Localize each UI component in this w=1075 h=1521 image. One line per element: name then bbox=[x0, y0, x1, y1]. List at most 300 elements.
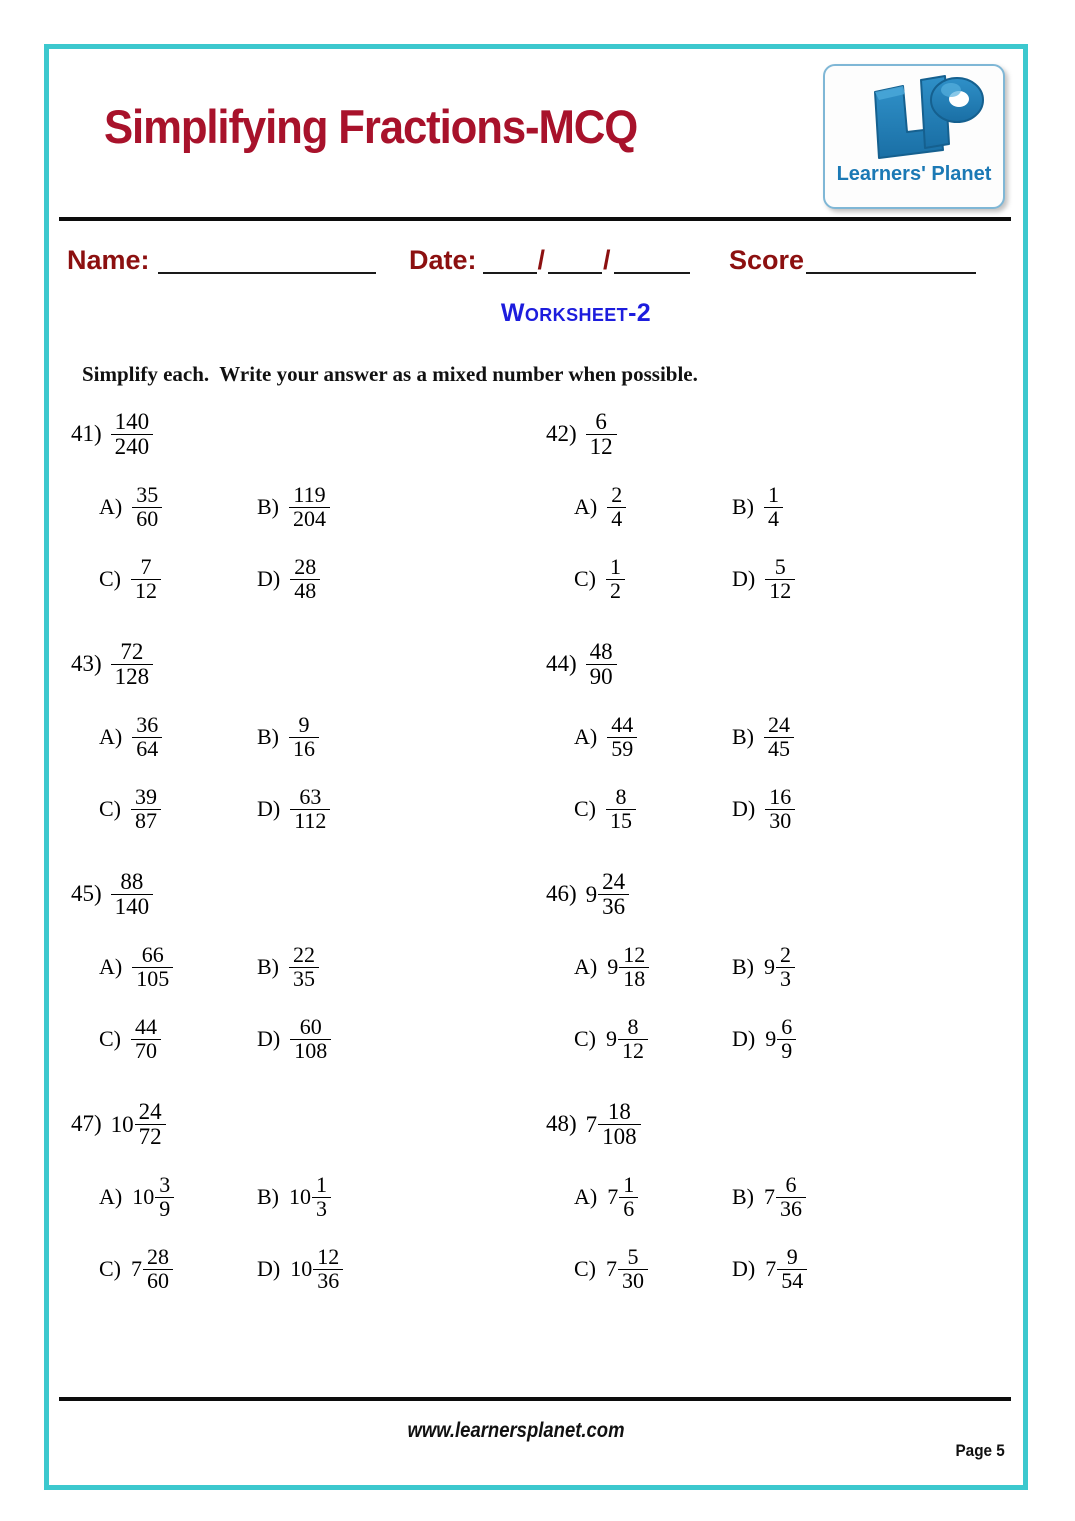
option-label: A) bbox=[574, 494, 598, 520]
option-list bbox=[564, 1174, 964, 1318]
option-label: D) bbox=[257, 1256, 281, 1282]
numerator: 140 bbox=[114, 409, 150, 434]
fraction-part bbox=[765, 786, 795, 833]
question-stem bbox=[546, 410, 617, 459]
fraction-part bbox=[607, 714, 637, 761]
option-label: C) bbox=[99, 1256, 121, 1282]
answer-option[interactable] bbox=[99, 944, 173, 991]
whole-part: 10 bbox=[289, 1184, 311, 1210]
lp-logo-icon bbox=[825, 70, 1003, 165]
question-stem bbox=[546, 1100, 641, 1149]
fraction-part bbox=[131, 1016, 161, 1063]
option-row bbox=[564, 714, 964, 786]
answer-option[interactable] bbox=[257, 1246, 343, 1293]
question-item bbox=[546, 404, 966, 632]
option-label: D) bbox=[732, 566, 756, 592]
denominator: 59 bbox=[607, 737, 637, 760]
fraction-part bbox=[606, 556, 625, 603]
brand-name: Learners' Planet bbox=[836, 163, 992, 185]
answer-option[interactable] bbox=[732, 484, 783, 531]
mixed-number bbox=[586, 1100, 641, 1149]
question-number: 43) bbox=[71, 651, 102, 677]
score-input-rule[interactable] bbox=[806, 252, 976, 274]
question-stem bbox=[546, 640, 617, 689]
fraction bbox=[289, 714, 319, 761]
fraction bbox=[765, 556, 795, 603]
option-label: C) bbox=[99, 796, 121, 822]
numerator: 12 bbox=[623, 942, 646, 967]
denominator: 90 bbox=[586, 664, 617, 688]
fraction bbox=[606, 786, 636, 833]
question-number: 42) bbox=[546, 421, 577, 447]
question-row bbox=[49, 634, 1023, 864]
question-stem bbox=[71, 1100, 166, 1149]
option-row bbox=[89, 944, 489, 1016]
answer-option[interactable] bbox=[99, 1246, 173, 1293]
answer-option[interactable] bbox=[732, 786, 795, 833]
fraction-part bbox=[619, 944, 649, 991]
option-row bbox=[89, 1016, 489, 1088]
date-year-rule[interactable] bbox=[614, 252, 690, 274]
denominator: 3 bbox=[776, 967, 795, 990]
mixed-number bbox=[131, 1246, 173, 1293]
fraction bbox=[111, 410, 154, 459]
question-item bbox=[546, 1094, 966, 1322]
denominator: 240 bbox=[111, 434, 154, 458]
fraction-part bbox=[290, 1016, 331, 1063]
fraction-part bbox=[143, 1246, 173, 1293]
fraction-part bbox=[776, 944, 795, 991]
numerator: 24 bbox=[138, 1099, 162, 1124]
option-label: D) bbox=[732, 1256, 756, 1282]
option-label: C) bbox=[574, 1256, 596, 1282]
numerator: 12 bbox=[317, 1244, 340, 1269]
denominator: 18 bbox=[619, 967, 649, 990]
fraction-part bbox=[111, 410, 154, 459]
whole-part: 7 bbox=[585, 1111, 598, 1137]
numerator: 18 bbox=[607, 1099, 631, 1124]
whole-part: 9 bbox=[607, 954, 619, 980]
option-label: B) bbox=[732, 954, 754, 980]
answer-option[interactable] bbox=[732, 1246, 807, 1293]
fraction-part bbox=[312, 1174, 331, 1221]
fraction-part bbox=[619, 1174, 638, 1221]
fraction-part bbox=[607, 484, 626, 531]
fraction-part bbox=[155, 1174, 174, 1221]
question-item bbox=[71, 404, 491, 632]
denominator: 128 bbox=[111, 664, 154, 688]
numerator: 3 bbox=[159, 1172, 171, 1197]
denominator: 108 bbox=[598, 1124, 641, 1148]
fraction-part bbox=[764, 714, 794, 761]
numerator: 48 bbox=[589, 639, 613, 664]
fraction bbox=[131, 1016, 161, 1063]
numerator: 9 bbox=[786, 1244, 798, 1269]
option-label: D) bbox=[257, 1026, 281, 1052]
answer-option[interactable] bbox=[99, 1016, 161, 1063]
denominator: 35 bbox=[289, 967, 319, 990]
option-label: A) bbox=[99, 494, 123, 520]
numerator: 9 bbox=[298, 712, 310, 737]
option-label: D) bbox=[257, 566, 281, 592]
question-number: 45) bbox=[71, 881, 102, 907]
fraction-part bbox=[764, 484, 783, 531]
numerator: 8 bbox=[615, 784, 627, 809]
question-row bbox=[49, 864, 1023, 1094]
mixed-number bbox=[764, 944, 795, 991]
numerator: 63 bbox=[299, 784, 322, 809]
answer-option[interactable] bbox=[574, 786, 636, 833]
date-field-group[interactable] bbox=[409, 245, 690, 276]
question-number: 48) bbox=[546, 1111, 577, 1137]
numerator: 36 bbox=[136, 712, 159, 737]
mixed-number bbox=[765, 1016, 796, 1063]
denominator: 3 bbox=[312, 1197, 331, 1220]
option-list bbox=[564, 484, 964, 628]
answer-option[interactable] bbox=[99, 786, 161, 833]
option-row bbox=[564, 944, 964, 1016]
numerator: 39 bbox=[135, 784, 157, 809]
answer-option[interactable] bbox=[732, 714, 794, 761]
denominator: 64 bbox=[132, 737, 162, 760]
answer-option[interactable] bbox=[257, 786, 330, 833]
fraction-part bbox=[618, 1246, 648, 1293]
denominator: 36 bbox=[313, 1269, 343, 1292]
option-row bbox=[564, 556, 964, 628]
whole-part: 9 bbox=[765, 1026, 777, 1052]
answer-option[interactable] bbox=[257, 484, 330, 531]
option-row bbox=[564, 1016, 964, 1088]
score-label: Score bbox=[729, 245, 805, 275]
numerator: 44 bbox=[611, 712, 634, 737]
question-item bbox=[71, 1094, 491, 1322]
fraction-part bbox=[598, 870, 629, 919]
answer-option[interactable] bbox=[732, 1016, 796, 1063]
answer-option[interactable] bbox=[257, 556, 320, 603]
denominator: 15 bbox=[606, 809, 636, 832]
question-item bbox=[71, 634, 491, 862]
numerator: 119 bbox=[293, 482, 326, 507]
numerator: 5 bbox=[774, 554, 786, 579]
mixed-number bbox=[607, 1174, 638, 1221]
student-info-line bbox=[49, 245, 1023, 295]
denominator: 4 bbox=[607, 507, 626, 530]
fraction-part bbox=[586, 410, 617, 459]
answer-option[interactable] bbox=[574, 714, 637, 761]
question-stem bbox=[546, 870, 629, 919]
fraction-part bbox=[131, 556, 161, 603]
date-month-rule[interactable] bbox=[548, 252, 602, 274]
mixed-number bbox=[764, 1174, 806, 1221]
question-item bbox=[546, 864, 966, 1092]
denominator: 60 bbox=[132, 507, 162, 530]
numerator: 28 bbox=[294, 554, 317, 579]
option-row bbox=[89, 1174, 489, 1246]
mixed-number bbox=[607, 944, 649, 991]
answer-option[interactable] bbox=[99, 484, 162, 531]
mixed-number bbox=[111, 1100, 166, 1149]
denominator: 45 bbox=[764, 737, 794, 760]
numerator: 16 bbox=[769, 784, 792, 809]
mixed-number bbox=[290, 1246, 343, 1293]
fraction-part bbox=[132, 484, 162, 531]
fraction bbox=[132, 944, 173, 991]
fraction-part bbox=[777, 1016, 796, 1063]
name-field-group[interactable] bbox=[67, 245, 376, 276]
mixed-number bbox=[289, 1174, 331, 1221]
option-row bbox=[89, 786, 489, 858]
fraction bbox=[289, 484, 330, 531]
denominator: 2 bbox=[606, 579, 625, 602]
numerator: 6 bbox=[595, 409, 607, 434]
numerator: 6 bbox=[785, 1172, 797, 1197]
option-label: A) bbox=[574, 1184, 598, 1210]
whole-part: 7 bbox=[765, 1256, 777, 1282]
whole-part: 7 bbox=[764, 1184, 775, 1210]
fraction-part bbox=[111, 640, 154, 689]
fraction bbox=[132, 484, 162, 531]
question-stem bbox=[71, 410, 153, 459]
option-row bbox=[89, 556, 489, 628]
denominator: 9 bbox=[777, 1039, 796, 1062]
answer-option[interactable] bbox=[257, 1174, 331, 1221]
question-row bbox=[49, 1094, 1023, 1324]
denominator: 72 bbox=[135, 1124, 166, 1148]
option-label: A) bbox=[99, 1184, 123, 1210]
name-input-rule[interactable] bbox=[158, 252, 376, 274]
option-label: B) bbox=[257, 954, 279, 980]
answer-option[interactable] bbox=[99, 714, 162, 761]
fraction bbox=[607, 484, 626, 531]
header-divider bbox=[59, 217, 1011, 221]
mixed-number bbox=[606, 1016, 648, 1063]
option-label: D) bbox=[257, 796, 281, 822]
numerator: 44 bbox=[135, 1014, 157, 1039]
fraction bbox=[607, 714, 637, 761]
fraction-part bbox=[586, 640, 617, 689]
denominator: 16 bbox=[289, 737, 319, 760]
fraction bbox=[132, 714, 162, 761]
denominator: 12 bbox=[131, 579, 161, 602]
numerator: 28 bbox=[147, 1244, 169, 1269]
fraction-part bbox=[777, 1246, 807, 1293]
whole-part: 10 bbox=[110, 1111, 134, 1137]
fraction bbox=[586, 640, 617, 689]
option-label: B) bbox=[732, 494, 754, 520]
option-row bbox=[564, 1174, 964, 1246]
numerator: 2 bbox=[611, 482, 623, 507]
whole-part: 7 bbox=[607, 1184, 619, 1210]
question-grid bbox=[49, 404, 1023, 1324]
question-stem bbox=[71, 640, 153, 689]
answer-option[interactable] bbox=[732, 1174, 806, 1221]
option-label: A) bbox=[99, 724, 123, 750]
numerator: 22 bbox=[293, 942, 315, 967]
option-label: B) bbox=[257, 724, 279, 750]
fraction-part bbox=[776, 1174, 806, 1221]
mixed-number bbox=[606, 1246, 648, 1293]
fraction bbox=[764, 714, 794, 761]
fraction bbox=[131, 786, 161, 833]
page-number: Page 5 bbox=[955, 1441, 1005, 1460]
fraction-part bbox=[131, 786, 161, 833]
option-list bbox=[564, 944, 964, 1088]
denominator: 4 bbox=[764, 507, 783, 530]
answer-option[interactable] bbox=[257, 944, 319, 991]
option-row bbox=[564, 786, 964, 858]
option-list bbox=[564, 714, 964, 858]
option-label: B) bbox=[257, 1184, 279, 1210]
denominator: 12 bbox=[618, 1039, 648, 1062]
fraction bbox=[290, 786, 330, 833]
option-label: D) bbox=[732, 796, 756, 822]
fraction-part bbox=[135, 1100, 166, 1149]
fraction bbox=[290, 556, 320, 603]
option-label: C) bbox=[99, 1026, 121, 1052]
fraction-part bbox=[290, 556, 320, 603]
option-label: A) bbox=[574, 954, 598, 980]
fraction-part bbox=[132, 944, 173, 991]
option-label: C) bbox=[574, 1026, 596, 1052]
fraction bbox=[586, 410, 617, 459]
answer-option[interactable] bbox=[257, 1016, 331, 1063]
answer-option[interactable] bbox=[574, 484, 626, 531]
option-row bbox=[89, 1246, 489, 1318]
page-title: Simplifying Fractions-MCQ bbox=[104, 100, 638, 153]
question-number: 47) bbox=[71, 1111, 102, 1137]
numerator: 88 bbox=[120, 869, 144, 894]
brand-logo bbox=[823, 64, 1005, 209]
option-list bbox=[89, 1174, 489, 1318]
fraction bbox=[764, 484, 783, 531]
numerator: 35 bbox=[136, 482, 159, 507]
whole-part: 9 bbox=[585, 881, 598, 907]
score-field-group[interactable] bbox=[729, 245, 976, 276]
question-number: 46) bbox=[546, 881, 577, 907]
numerator: 24 bbox=[768, 712, 790, 737]
answer-option[interactable] bbox=[257, 714, 319, 761]
option-list bbox=[89, 484, 489, 628]
numerator: 66 bbox=[141, 942, 164, 967]
numerator: 72 bbox=[120, 639, 144, 664]
whole-part: 9 bbox=[606, 1026, 617, 1052]
page-header bbox=[49, 49, 1023, 217]
whole-part: 10 bbox=[290, 1256, 313, 1282]
whole-part: 7 bbox=[606, 1256, 617, 1282]
denominator: 60 bbox=[143, 1269, 173, 1292]
option-label: C) bbox=[99, 566, 121, 592]
answer-option[interactable] bbox=[732, 556, 795, 603]
fraction-part bbox=[132, 714, 162, 761]
page-footer bbox=[49, 1419, 1023, 1469]
option-row bbox=[564, 484, 964, 556]
fraction bbox=[606, 556, 625, 603]
mixed-number bbox=[765, 1246, 807, 1293]
numerator: 6 bbox=[781, 1014, 793, 1039]
name-label: Name: bbox=[67, 245, 150, 275]
numerator: 60 bbox=[299, 1014, 322, 1039]
option-label: D) bbox=[732, 1026, 756, 1052]
option-label: B) bbox=[257, 494, 279, 520]
whole-part: 10 bbox=[132, 1184, 155, 1210]
denominator: 112 bbox=[290, 809, 330, 832]
page-frame bbox=[44, 44, 1028, 1490]
fraction-part bbox=[111, 870, 154, 919]
denominator: 48 bbox=[290, 579, 320, 602]
option-label: C) bbox=[574, 796, 596, 822]
answer-option[interactable] bbox=[574, 944, 649, 991]
date-day-rule[interactable] bbox=[483, 252, 537, 274]
numerator: 1 bbox=[316, 1172, 327, 1197]
option-label: B) bbox=[732, 1184, 754, 1210]
fraction-part bbox=[313, 1246, 343, 1293]
answer-option[interactable] bbox=[574, 1016, 648, 1063]
mixed-number bbox=[132, 1174, 174, 1221]
whole-part: 9 bbox=[764, 954, 775, 980]
numerator: 24 bbox=[602, 869, 626, 894]
date-slash-1: / bbox=[537, 245, 546, 275]
denominator: 108 bbox=[290, 1039, 331, 1062]
answer-option[interactable] bbox=[574, 1174, 638, 1221]
option-label: A) bbox=[99, 954, 123, 980]
question-number: 44) bbox=[546, 651, 577, 677]
answer-option[interactable] bbox=[574, 556, 625, 603]
mixed-number bbox=[586, 870, 630, 919]
option-row bbox=[89, 484, 489, 556]
date-slash-2: / bbox=[603, 245, 611, 275]
fraction bbox=[765, 786, 795, 833]
fraction bbox=[289, 944, 319, 991]
whole-part: 7 bbox=[131, 1256, 142, 1282]
option-row bbox=[89, 714, 489, 786]
denominator: 36 bbox=[776, 1197, 806, 1220]
answer-option[interactable] bbox=[732, 944, 795, 991]
denominator: 12 bbox=[586, 434, 617, 458]
instruction-text: Simplify each. Write your answer as a mixed number when possible. bbox=[82, 362, 698, 386]
numerator: 1 bbox=[623, 1172, 635, 1197]
option-label: B) bbox=[732, 724, 754, 750]
answer-option[interactable] bbox=[574, 1246, 648, 1293]
option-list bbox=[89, 944, 489, 1088]
denominator: 204 bbox=[289, 507, 330, 530]
denominator: 87 bbox=[131, 809, 161, 832]
numerator: 1 bbox=[610, 554, 621, 579]
denominator: 30 bbox=[618, 1269, 648, 1292]
fraction bbox=[131, 556, 161, 603]
denominator: 30 bbox=[765, 809, 795, 832]
question-item bbox=[546, 634, 966, 862]
numerator: 7 bbox=[140, 554, 152, 579]
answer-option[interactable] bbox=[99, 1174, 174, 1221]
numerator: 8 bbox=[627, 1014, 639, 1039]
answer-option[interactable] bbox=[99, 556, 161, 603]
question-item bbox=[71, 864, 491, 1092]
date-label: Date: bbox=[409, 245, 477, 275]
denominator: 6 bbox=[619, 1197, 638, 1220]
question-number: 41) bbox=[71, 421, 102, 447]
option-label: C) bbox=[574, 566, 596, 592]
fraction-part bbox=[289, 944, 319, 991]
question-row bbox=[49, 404, 1023, 634]
footer-divider bbox=[59, 1397, 1011, 1401]
option-list bbox=[89, 714, 489, 858]
denominator: 12 bbox=[765, 579, 795, 602]
site-url[interactable]: www.learnersplanet.com bbox=[407, 1419, 625, 1442]
fraction bbox=[111, 870, 154, 919]
option-label: A) bbox=[574, 724, 598, 750]
fraction-part bbox=[289, 484, 330, 531]
denominator: 36 bbox=[598, 894, 629, 918]
